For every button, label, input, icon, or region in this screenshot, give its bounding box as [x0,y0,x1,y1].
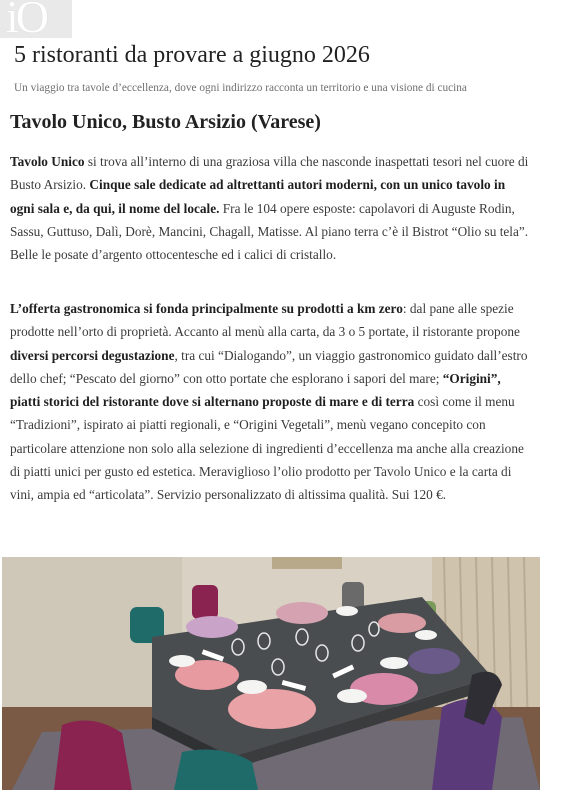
body-text: si trova all’interno di una graziosa villa che nasconde inaspettati tesori nel cuore di Busto Arsizio. [10,154,529,193]
placemat [186,616,238,638]
body-text: così come il menu “Tradizioni”, ispirato ai piatti regionali, e “Origini Vegetali”, menù vegano concepito con particolare attenzione non solo alla selezione di ingredienti d’eccellenza ma anche alla creazione di piatti unici per gusto ed estetica. Meraviglioso l’olio prodotto per Tavolo Unico e la carta di vini, ampia ed “articolata”. Servizio personalizzato di altissima qualità. Sui 120 €. [10,394,524,503]
body-text: , tra cui “Dialogando”, un viaggio gastronomico guidato dall’estro dello chef; “Pescato del giorno” con otto portate che esplorano i sapori del mare; [10,347,528,386]
chair-back-magenta [192,585,218,619]
bold-text: “Origini”, piatti storici del ristorante dove si alternano proposte di mare e di terra [10,370,501,410]
site-logo[interactable] [0,0,72,38]
plate [415,630,437,640]
plate [380,657,408,669]
paragraph-1 [10,150,530,266]
article-subheadline: Un viaggio tra tavole d’eccellenza, dove ogni indirizzo racconta un territorio e una visione di cucina [14,82,467,94]
restaurant-table-photo [2,557,540,790]
placemat [276,602,328,624]
plate [336,606,358,616]
body-text: Fra le 104 opere esposte: capolavori di Auguste Rodin, Sassu, Guttuso, Dalì, Dorè, Mancini, Chagall, Matisse. Al piano terra c’è il Bistrot “Olio su tela”. Belle le posate d’argento ottocentesche ed i calici di cristallo. [10,200,529,263]
plate [169,655,195,667]
placemat [228,689,316,729]
paragraph-2 [10,297,530,507]
photo-painting [272,557,342,569]
bold-text: L’offerta gastronomica si fonda principalmente su prodotti a km zero [10,301,403,316]
placemat [408,648,460,674]
body-text: : dal pane alle spezie prodotte nell’orto di proprietà. Accanto al menù alla carta, da 3 o 5 portate, il ristorante propone [10,301,520,340]
bold-text: Cinque sale dedicate ad altrettanti autori moderni, con un unico tavolo in ogni sala e, da qui, il nome del locale. [10,177,506,216]
logo-text: iO [6,0,46,38]
placemat [378,613,426,633]
section-title: Tavolo Unico, Busto Arsizio (Varese) [10,111,321,133]
bold-text: diversi percorsi degustazione [10,347,175,363]
bold-text: Tavolo Unico [10,154,85,169]
article-headline: 5 ristoranti da provare a giugno 2026 [14,42,370,68]
photo-illustration [2,557,540,790]
plate [337,689,367,703]
plate [237,680,267,694]
